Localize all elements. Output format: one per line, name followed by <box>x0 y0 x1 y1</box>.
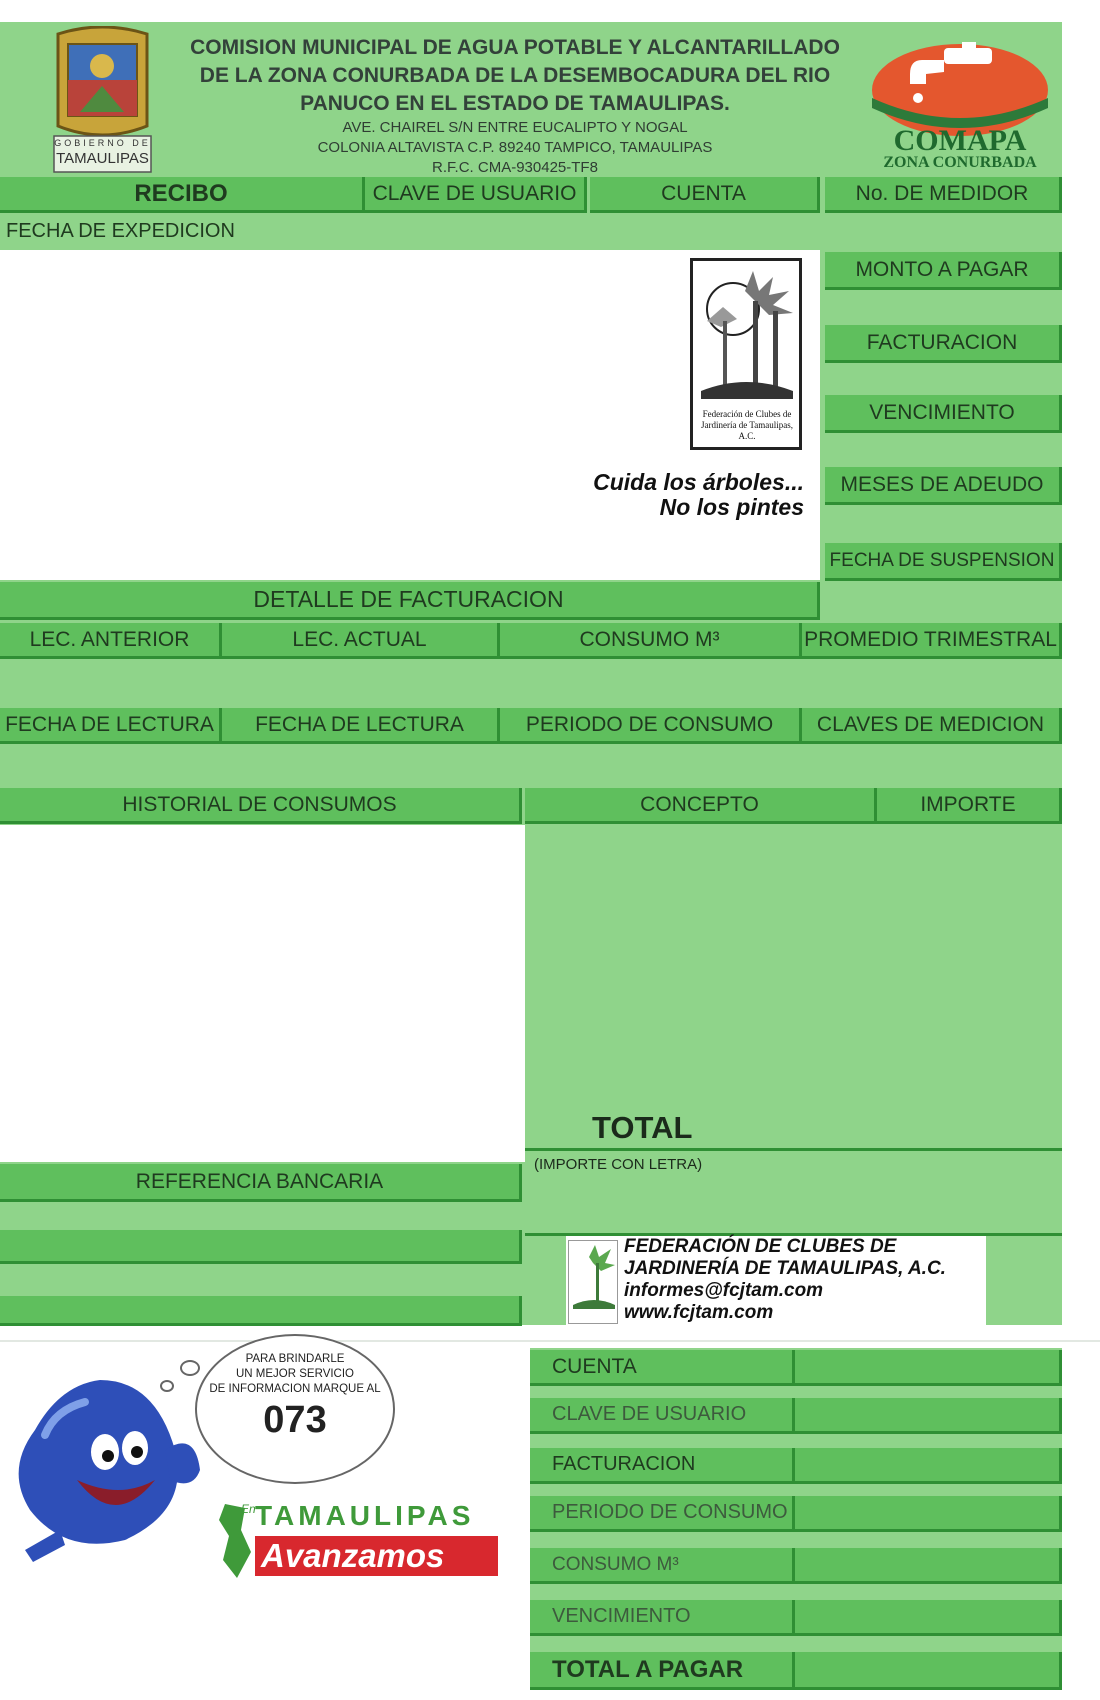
stub-periodo-consumo-value <box>795 1496 1062 1532</box>
federation-logo-caption: Federación de Clubes de Jardinería de Tamaulipas, A.C. <box>701 409 793 441</box>
fecha-lectura-anterior-label: FECHA DE LECTURA <box>0 708 222 744</box>
facturacion-label: FACTURACION <box>825 325 1062 363</box>
total-label: TOTAL <box>592 1110 693 1145</box>
stub-facturacion-value <box>795 1448 1062 1484</box>
consumo-m3-label: CONSUMO M³ <box>500 623 802 659</box>
fecha-expedicion-label: FECHA DE EXPEDICION <box>6 220 235 242</box>
stub-consumo-m3-value <box>795 1548 1062 1584</box>
federation-small-logo <box>568 1240 618 1324</box>
stub-cuenta-value <box>795 1350 1062 1386</box>
commission-line-2: DE LA ZONA CONURBADA DE LA DESEMBOCADURA DEL RIO <box>199 64 831 87</box>
bubble-text <box>195 1352 395 1443</box>
rfc-line: R.F.C. CMA-930425-TF8 <box>432 159 598 176</box>
detalle-title: DETALLE DE FACTURACION <box>0 582 820 620</box>
stub-periodo-consumo-label: PERIODO DE CONSUMO <box>530 1496 795 1532</box>
federation-box <box>566 1236 986 1328</box>
campaign-logo <box>215 1500 500 1582</box>
comapa-name: COMAPA <box>893 124 1027 157</box>
comapa-sub: ZONA CONURBADA <box>883 154 1037 171</box>
referencia-bancaria-label: REFERENCIA BANCARIA <box>0 1164 522 1202</box>
water-tap-icon <box>870 38 1050 138</box>
commission-line-1: COMISION MUNICIPAL DE AGUA POTABLE Y ALCANTARILLADO <box>190 36 840 59</box>
federation-web[interactable]: www.fcjtam.com <box>624 1302 774 1323</box>
address-line-2: COLONIA ALTAVISTA C.P. 89240 TAMPICO, TAMAULIPAS <box>317 139 713 156</box>
federation-line-1: FEDERACIÓN DE CLUBES DE <box>624 1236 897 1257</box>
claves-medicion-label: CLAVES DE MEDICION <box>802 708 1062 744</box>
bubble-line-2: UN MEJOR SERVICIO <box>236 1368 354 1380</box>
referencia-line-2 <box>0 1296 522 1326</box>
slogan <box>560 470 804 520</box>
stub-vencimiento-label: VENCIMIENTO <box>530 1600 795 1636</box>
referencia-line-1 <box>0 1230 522 1264</box>
fecha-lectura-actual-label: FECHA DE LECTURA <box>222 708 500 744</box>
small-palm-icon <box>569 1241 619 1311</box>
medidor-label: No. DE MEDIDOR <box>825 177 1062 213</box>
importe-label: IMPORTE <box>877 788 1062 824</box>
stub-total-a-pagar-label: TOTAL A PAGAR <box>530 1652 795 1690</box>
comapa-logo <box>870 38 1050 171</box>
bubble-line-3: DE INFORMACION MARQUE AL <box>209 1383 381 1395</box>
monto-a-pagar-label: MONTO A PAGAR <box>825 252 1062 290</box>
stub-clave-usuario-value <box>795 1398 1062 1434</box>
campaign-word: TAMAULIPAS <box>255 1500 475 1531</box>
campaign-prefix: En <box>241 1502 256 1516</box>
fecha-suspension-label: FECHA DE SUSPENSION <box>825 543 1062 581</box>
address-line-1: AVE. CHAIREL S/N ENTRE EUCALIPTO Y NOGAL <box>342 119 688 136</box>
gov-logo-big-text: TAMAULIPAS <box>56 150 149 167</box>
vencimiento-label: VENCIMIENTO <box>825 395 1062 433</box>
periodo-consumo-label: PERIODO DE CONSUMO <box>500 708 802 744</box>
stub-total-a-pagar-value <box>795 1652 1062 1690</box>
palm-tree-icon <box>693 261 799 401</box>
campaign-word-2: Avanzamos <box>255 1536 498 1576</box>
clave-usuario-label: CLAVE DE USUARIO <box>365 177 587 213</box>
historial-consumos-label: HISTORIAL DE CONSUMOS <box>0 788 522 824</box>
stub-cuenta-label: CUENTA <box>530 1350 795 1386</box>
importe-letra-label: (IMPORTE CON LETRA) <box>534 1156 703 1173</box>
stub-consumo-m3-label: CONSUMO M³ <box>530 1548 795 1584</box>
lec-anterior-label: LEC. ANTERIOR <box>0 623 222 659</box>
federation-line-2: JARDINERÍA DE TAMAULIPAS, A.C. <box>624 1258 946 1279</box>
slogan-line-1: Cuida los árboles... <box>593 469 804 495</box>
meses-adeudo-label: MESES DE ADEUDO <box>825 467 1062 505</box>
stub-vencimiento-value <box>795 1600 1062 1636</box>
total-line <box>525 1148 1062 1151</box>
bubble-line-1: PARA BRINDARLE <box>245 1353 345 1365</box>
stub-facturacion-label: FACTURACION <box>530 1448 795 1484</box>
federation-logo <box>690 258 802 450</box>
info-phone-number[interactable]: 073 <box>263 1399 327 1441</box>
recibo-label: RECIBO <box>0 177 365 213</box>
concepto-label: CONCEPTO <box>525 788 877 824</box>
cuenta-label: CUENTA <box>590 177 820 213</box>
bubble-tail-2 <box>160 1380 174 1392</box>
federation-email[interactable]: informes@fcjtam.com <box>624 1280 824 1301</box>
commission-title <box>170 34 860 118</box>
lec-actual-label: LEC. ACTUAL <box>222 623 500 659</box>
stub-clave-usuario-label: CLAVE DE USUARIO <box>530 1398 795 1434</box>
federation-text <box>624 1236 984 1324</box>
commission-line-3: PANUCO EN EL ESTADO DE TAMAULIPAS. <box>300 92 730 115</box>
gobierno-tamaulipas-logo <box>50 26 155 176</box>
gov-logo-small-text: GOBIERNO DE <box>54 138 151 148</box>
commission-address <box>240 118 790 178</box>
promedio-trimestral-label: PROMEDIO TRIMESTRAL <box>802 623 1062 659</box>
slogan-line-2: No los pintes <box>659 494 804 520</box>
